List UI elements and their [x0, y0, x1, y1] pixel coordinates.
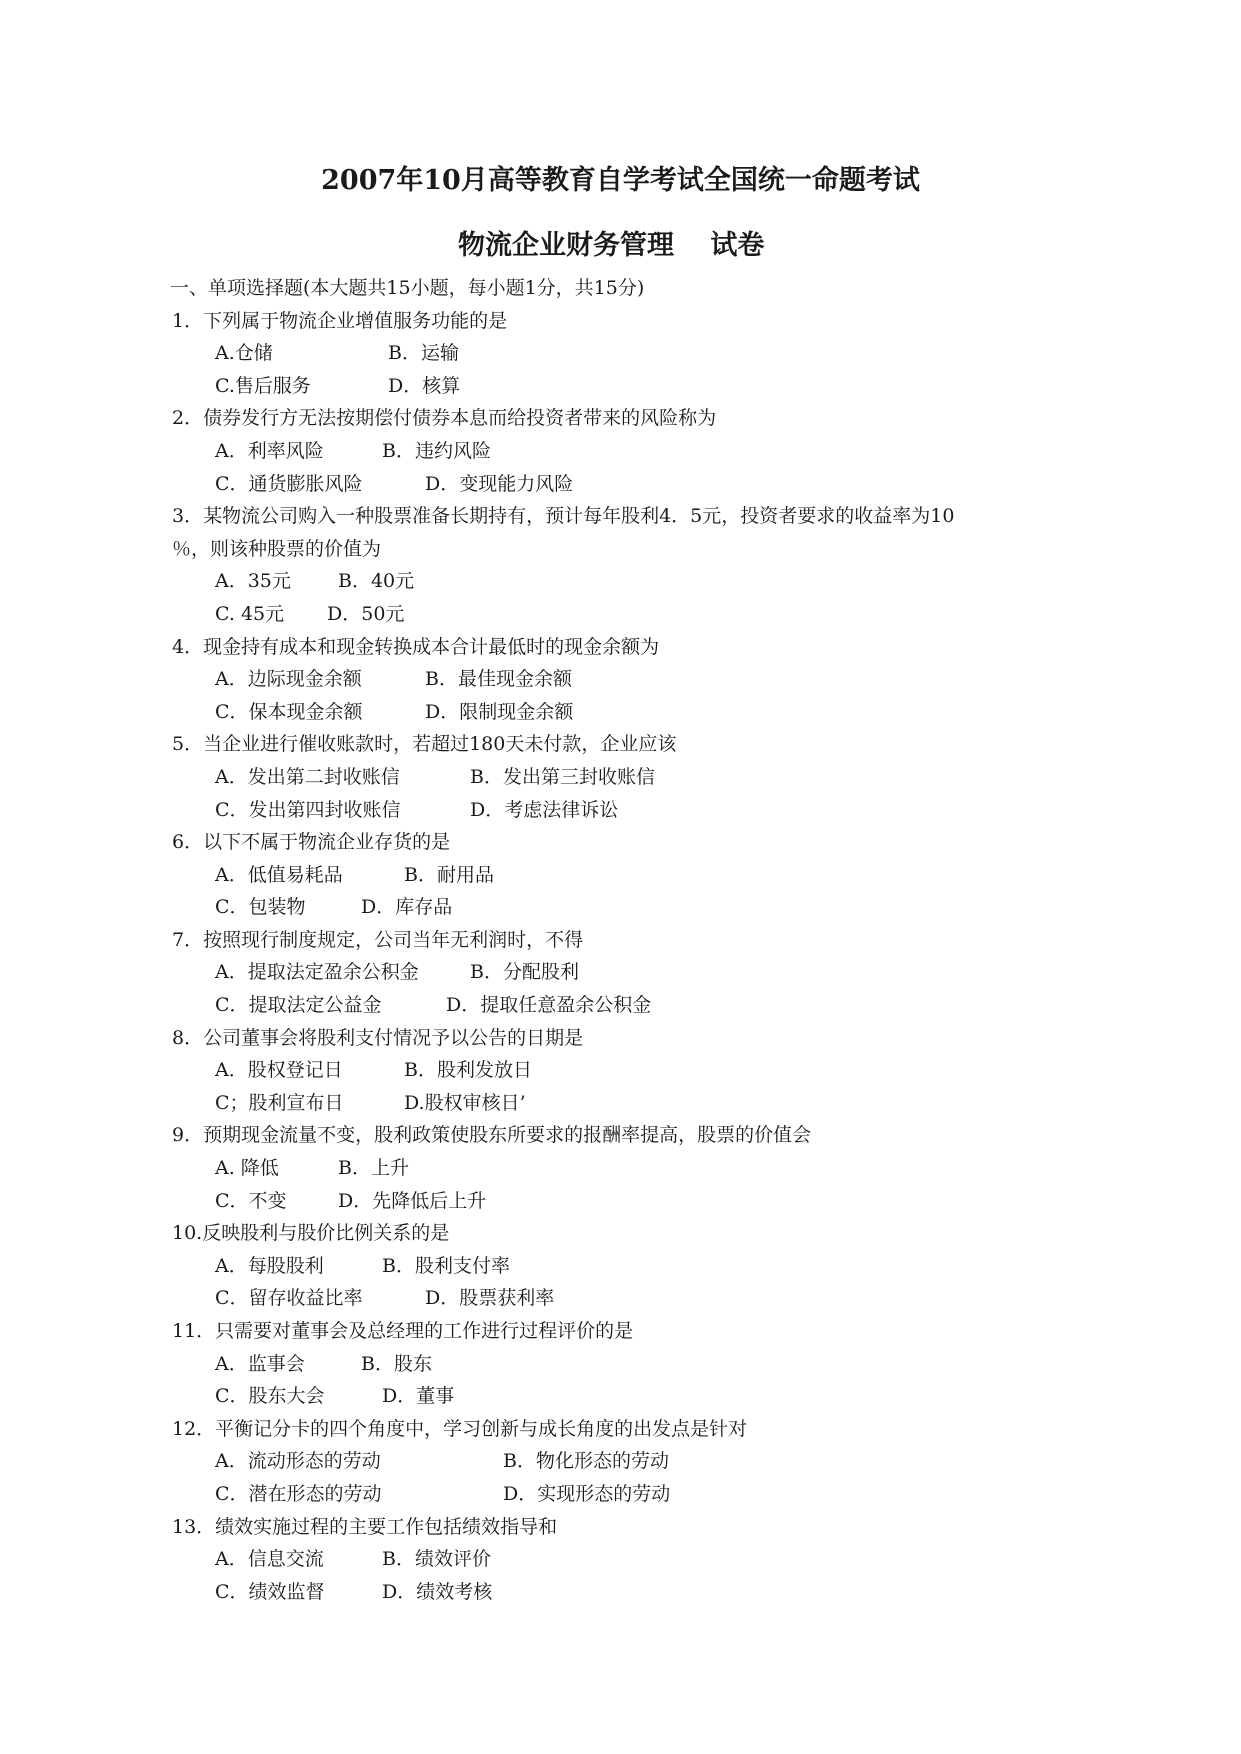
option-row: [172, 696, 1072, 729]
option-c: C．股东大会: [215, 1385, 325, 1408]
option-c: C．保本现金余额: [215, 700, 363, 723]
option-row: [172, 1185, 1072, 1218]
option-row: [172, 761, 1072, 794]
option-b: B．最佳现金余额: [425, 668, 572, 691]
question-stem: 12．平衡记分卡的四个角度中，学习创新与成长角度的出发点是针对: [172, 1417, 748, 1440]
exam-title: 2007年10月高等教育自学考试全国统一命题考试: [321, 165, 920, 196]
option-row: [172, 1445, 1072, 1478]
option-c: C．通货膨胀风险: [215, 472, 363, 495]
question-stem: 5．当企业进行催收账款时，若超过180天未付款，企业应该: [172, 733, 677, 756]
option-b: B．上升: [338, 1157, 409, 1180]
option-d: D.股权审核日’: [404, 1091, 526, 1114]
question-stem: 11．只需要对董事会及总经理的工作进行过程评价的是: [172, 1320, 634, 1342]
option-row: [172, 337, 1072, 370]
option-b: B．股利发放日: [404, 1059, 532, 1082]
option-row: [172, 435, 1072, 468]
option-a: A．提取法定盈余公积金: [215, 961, 419, 984]
option-b: B．分配股利: [470, 961, 579, 984]
option-row: [172, 859, 1072, 892]
option-a: A．股权登记日: [215, 1059, 343, 1082]
option-c: C.售后服务: [215, 374, 311, 397]
option-row: [172, 1348, 1072, 1381]
option-row: [172, 1054, 1072, 1087]
question-stem: 4．现金持有成本和现金转换成本合计最低时的现金余额为: [172, 635, 660, 658]
question-stem: 6．以下不属于物流企业存货的是: [172, 831, 451, 854]
option-row: [172, 1543, 1072, 1576]
option-d: D．实现形态的劳动: [503, 1482, 671, 1505]
question-stem: 3．某物流公司购入一种股票准备长期持有，预计每年股利4．5元，投资者要求的收益率为10: [172, 505, 955, 528]
option-row: [172, 370, 1072, 403]
option-row: [172, 794, 1072, 827]
option-row: [172, 1087, 1072, 1120]
option-a: A．边际现金余额: [215, 668, 362, 691]
option-b: B．运输: [388, 342, 459, 365]
option-a: A．35元: [215, 570, 291, 593]
option-d: D．绩效考核: [382, 1580, 493, 1603]
option-row: [172, 663, 1072, 696]
option-row: [172, 598, 1072, 631]
option-b: B．40元: [338, 570, 415, 593]
option-d: D．提取任意盈余公积金: [446, 994, 652, 1017]
option-c: C．发出第四封收账信: [215, 798, 401, 821]
option-row: [172, 1380, 1072, 1413]
option-a: A. 降低: [215, 1157, 279, 1180]
option-c: C．提取法定公益金: [215, 994, 382, 1017]
option-a: A．信息交流: [215, 1548, 324, 1571]
option-c: C．绩效监督: [215, 1580, 325, 1603]
option-row: [172, 1250, 1072, 1283]
option-c: C．不变: [215, 1189, 287, 1212]
exam-body: [172, 272, 1072, 1608]
paper-subtitle: 物流企业财务管理 试卷: [458, 230, 765, 261]
question-stem: 2．债券发行方无法按期偿付债券本息而给投资者带来的风险称为: [172, 407, 717, 430]
option-b: B．发出第三封收账信: [470, 765, 655, 788]
option-c: C．留存收益比率: [215, 1287, 363, 1310]
option-c: C；股利宣布日: [215, 1091, 344, 1114]
option-b: B．绩效评价: [382, 1548, 491, 1571]
option-row: [172, 1152, 1072, 1185]
option-b: B．物化形态的劳动: [503, 1450, 669, 1473]
question-stem-continued: ％，则该种股票的价值为: [172, 537, 382, 560]
option-d: D．考虑法律诉讼: [470, 798, 619, 821]
option-a: A．流动形态的劳动: [215, 1450, 381, 1473]
question-stem: 8．公司董事会将股利支付情况予以公告的日期是: [172, 1026, 584, 1049]
option-d: D．库存品: [361, 896, 453, 919]
question-stem: 1．下列属于物流企业增值服务功能的是: [172, 309, 508, 332]
option-row: [172, 1478, 1072, 1511]
option-d: D．50元: [327, 602, 405, 625]
option-row: [172, 1282, 1072, 1315]
option-b: B．股利支付率: [382, 1254, 510, 1277]
option-c: C．包装物: [215, 896, 306, 919]
option-d: D．股票获利率: [425, 1287, 555, 1310]
option-a: A.仓储: [215, 342, 273, 365]
question-stem: 10.反映股利与股价比例关系的是: [172, 1222, 450, 1245]
option-row: [172, 468, 1072, 501]
option-d: D．核算: [388, 374, 461, 397]
option-c: C. 45元: [215, 602, 285, 625]
option-a: A．发出第二封收账信: [215, 765, 400, 788]
option-row: [172, 989, 1072, 1022]
option-row: [172, 956, 1072, 989]
option-row: [172, 1576, 1072, 1609]
option-d: D．变现能力风险: [425, 472, 574, 495]
option-a: A．监事会: [215, 1352, 305, 1375]
section-heading: 一、单项选择题(本大题共15小题，每小题1分，共15分): [170, 277, 645, 299]
option-b: B．违约风险: [382, 439, 491, 462]
option-d: D．董事: [382, 1385, 455, 1408]
option-a: A．每股股利: [215, 1254, 324, 1277]
option-b: B．耐用品: [404, 863, 494, 886]
question-stem: 13．绩效实施过程的主要工作包括绩效指导和: [172, 1515, 558, 1538]
option-a: A．低值易耗品: [215, 863, 343, 886]
option-row: [172, 891, 1072, 924]
option-row: [172, 565, 1072, 598]
option-b: B．股东: [361, 1352, 432, 1375]
option-c: C．潜在形态的劳动: [215, 1482, 382, 1505]
option-d: D．限制现金余额: [425, 700, 574, 723]
question-stem: 7．按照现行制度规定，公司当年无利润时，不得: [172, 928, 584, 951]
option-a: A．利率风险: [215, 439, 324, 462]
option-d: D．先降低后上升: [338, 1189, 487, 1212]
question-stem: 9．预期现金流量不变，股利政策使股东所要求的报酬率提高，股票的价值会: [172, 1124, 812, 1147]
